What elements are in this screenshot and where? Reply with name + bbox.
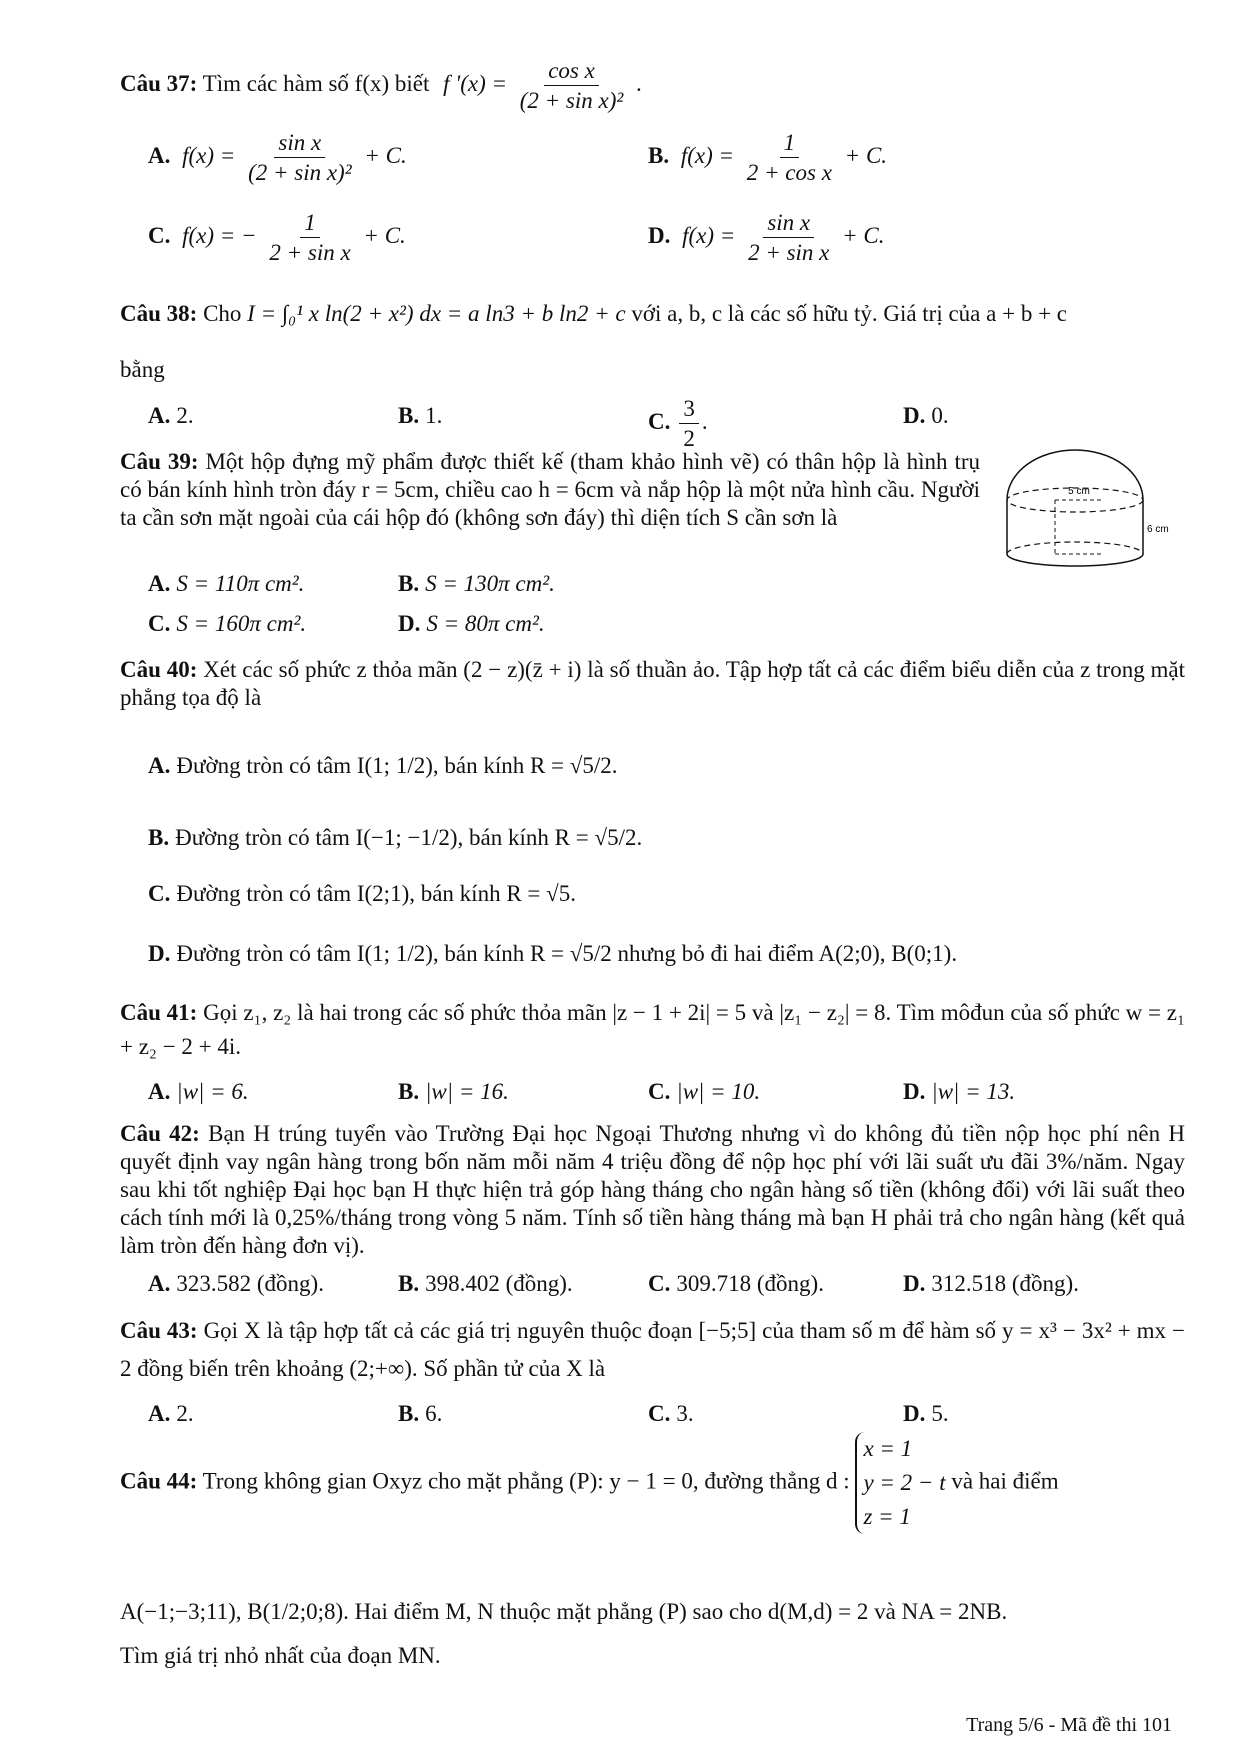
option-label: A. bbox=[148, 1271, 171, 1296]
fraction-denominator: 2 + sin x bbox=[269, 240, 351, 266]
given-lhs: f '(x) = bbox=[443, 71, 507, 97]
option-text: 6. bbox=[425, 1401, 443, 1426]
radius-label: 5 cm bbox=[1068, 486, 1090, 497]
option-label: A. bbox=[148, 403, 171, 428]
option-text: Đường tròn có tâm I(1; 1/2), bán kính R = √5/2 nhưng bỏ đi hai điểm A(2;0), B(0;1). bbox=[176, 941, 958, 966]
option-c[interactable] bbox=[148, 604, 306, 644]
option-label: B. bbox=[398, 1401, 420, 1426]
question-label: Câu 41: bbox=[120, 1000, 198, 1025]
fraction-numerator: cos x bbox=[544, 58, 599, 86]
fraction-denominator: 2 + sin x bbox=[748, 240, 830, 266]
options-row bbox=[148, 604, 1188, 644]
option-label: B. bbox=[398, 1271, 420, 1296]
question-text: Xét các số phức z thỏa mãn (2 − z)(z̄ + i) là số thuần ảo. Tập hợp tất cả các điểm biểu diễn của z trong mặt phẳng tọa độ là bbox=[120, 657, 1186, 710]
options-row bbox=[148, 564, 1188, 604]
option-b[interactable] bbox=[398, 1394, 442, 1434]
option-text: 323.582 (đồng). bbox=[176, 1271, 324, 1296]
question-label: Câu 42: bbox=[120, 1121, 200, 1146]
option-label: B. bbox=[648, 143, 670, 169]
option-text: Đường tròn có tâm I(2;1), bán kính R = √5. bbox=[176, 881, 577, 906]
fraction-numerator: 1 bbox=[780, 130, 800, 158]
option-d[interactable] bbox=[903, 396, 949, 436]
fraction-denominator: 2 bbox=[683, 426, 695, 452]
option-label: D. bbox=[398, 611, 421, 636]
option-label: C. bbox=[148, 611, 171, 636]
option-c[interactable] bbox=[148, 210, 406, 266]
question-41 bbox=[120, 996, 1185, 1064]
option-d[interactable] bbox=[398, 604, 545, 644]
options-row bbox=[148, 1264, 1188, 1304]
option-label: D. bbox=[903, 403, 926, 428]
option-d[interactable] bbox=[148, 926, 1188, 982]
option-fraction bbox=[265, 210, 354, 266]
option-label: A. bbox=[148, 143, 171, 169]
fraction-numerator: 1 bbox=[300, 210, 320, 238]
option-line bbox=[148, 874, 576, 914]
fraction-denominator: 2 + cos x bbox=[746, 160, 832, 186]
option-a[interactable] bbox=[148, 130, 407, 186]
option-text: 5. bbox=[931, 1401, 949, 1426]
option-b[interactable] bbox=[398, 564, 555, 604]
question-37: Câu 37: Tìm các hàm số f(x) biết f '(x) = $\frac{\text{cos x}}{\text{(2 + sin x)²}}$ . bbox=[120, 58, 642, 114]
cylinder-box-figure bbox=[995, 448, 1169, 576]
question-44-line2 bbox=[120, 1592, 1185, 1632]
option-b[interactable] bbox=[648, 130, 887, 186]
question-label: Câu 43: bbox=[120, 1318, 198, 1343]
question-label: Câu 40: bbox=[120, 657, 198, 682]
option-label: B. bbox=[398, 1079, 420, 1104]
question-39 bbox=[120, 448, 980, 532]
option-label: A. bbox=[148, 1401, 171, 1426]
options-row bbox=[148, 1072, 1188, 1112]
option-text: S = 110π cm². bbox=[176, 571, 305, 596]
question-44-line3 bbox=[120, 1642, 1185, 1670]
question-label: Câu 39: bbox=[120, 449, 199, 474]
option-tail: + C. bbox=[363, 223, 406, 249]
fraction-numerator: sin x bbox=[763, 210, 814, 238]
option-b[interactable] bbox=[398, 1264, 573, 1304]
option-label: D. bbox=[903, 1401, 926, 1426]
fraction-denominator: (2 + sin x)² bbox=[248, 160, 352, 186]
option-b[interactable] bbox=[398, 1072, 509, 1112]
question-text: Gọi z₁, z₂ là hai trong các số phức thỏa mãn |z − 1 + 2i| = 5 và |z₁ − z₂| = 8. Tìm môđun của số phức w = z₁ + z₂ − 2 + 4i. bbox=[120, 1000, 1186, 1059]
option-c[interactable] bbox=[648, 1264, 824, 1304]
option-tail: . bbox=[701, 409, 708, 435]
option-label: D. bbox=[903, 1079, 926, 1104]
option-label: B. bbox=[398, 403, 420, 428]
option-label: D. bbox=[903, 1271, 926, 1296]
option-d[interactable] bbox=[903, 1072, 1015, 1112]
option-label: C. bbox=[148, 881, 171, 906]
option-lhs: f(x) = bbox=[182, 143, 236, 169]
option-fraction bbox=[244, 130, 356, 186]
option-label: D. bbox=[648, 223, 671, 249]
option-lhs: f(x) = bbox=[682, 223, 736, 249]
option-d[interactable] bbox=[903, 1394, 949, 1434]
option-a[interactable] bbox=[148, 1394, 194, 1434]
option-a[interactable] bbox=[148, 738, 1188, 794]
option-line bbox=[148, 738, 618, 794]
option-label: C. bbox=[148, 223, 171, 249]
question-text: Tìm giá trị nhỏ nhất của đoạn MN. bbox=[120, 1643, 441, 1668]
option-text: S = 130π cm². bbox=[425, 571, 555, 596]
option-c[interactable] bbox=[648, 1394, 694, 1434]
option-text: |w| = 13. bbox=[931, 1079, 1016, 1104]
option-text: Đường tròn có tâm I(1; 1/2), bán kính R = √5/2. bbox=[176, 753, 618, 778]
option-text: 2. bbox=[176, 1401, 194, 1426]
option-label: A. bbox=[148, 1079, 171, 1104]
option-text: 2. bbox=[176, 403, 194, 428]
question-text: Gọi X là tập hợp tất cả các giá trị nguyên thuộc đoạn [−5;5] của tham số m để hàm số y = x³ − 3x² + mx − 2 đồng biến trên khoảng (2;+∞). Số phần tử của X là bbox=[120, 1318, 1186, 1381]
option-b[interactable] bbox=[398, 396, 442, 436]
option-line bbox=[148, 926, 957, 982]
option-label: B. bbox=[148, 825, 170, 850]
system-eq-x: x = 1 bbox=[863, 1436, 913, 1461]
option-text: |w| = 10. bbox=[676, 1079, 761, 1104]
option-label: C. bbox=[648, 1401, 671, 1426]
option-label: D. bbox=[148, 941, 171, 966]
option-tail: + C. bbox=[842, 223, 885, 249]
question-40 bbox=[120, 656, 1185, 712]
options-row bbox=[148, 130, 1188, 186]
option-text: 312.518 (đồng). bbox=[931, 1271, 1079, 1296]
option-text: Đường tròn có tâm I(−1; −1/2), bán kính R = √5/2. bbox=[175, 825, 643, 850]
option-text: 309.718 (đồng). bbox=[676, 1271, 824, 1296]
option-label: A. bbox=[148, 753, 171, 778]
fraction-numerator: sin x bbox=[274, 130, 325, 158]
option-label: C. bbox=[648, 1079, 671, 1104]
line-equation-system bbox=[855, 1432, 945, 1534]
question-38-end bbox=[120, 356, 1185, 384]
option-tail: + C. bbox=[844, 143, 888, 169]
option-text: 398.402 (đồng). bbox=[425, 1271, 573, 1296]
question-label: Câu 38: bbox=[120, 301, 198, 326]
fraction-denominator: (2 + sin x)² bbox=[519, 88, 624, 114]
question-label: Câu 44: bbox=[120, 1468, 198, 1494]
option-label: C. bbox=[648, 1271, 671, 1296]
question-stem-end: bằng bbox=[120, 357, 165, 382]
question-42 bbox=[120, 1120, 1185, 1260]
question-text: Bạn H trúng tuyển vào Trường Đại học Ngoại Thương nhưng vì do không đủ tiền nộp học phí nên H quyết định vay ngân hàng trong bốn năm mỗi năm 4 triệu đồng để nộp học phí với lãi suất ưu đãi 3%/năm. Ngay sau khi tốt nghiệp Đại học bạn H thực hiện trả góp hàng tháng cho ngân hàng số tiền (không đổi) với lãi suất theo cách tính mới là 0,25%/tháng trong vòng 5 năm. Tính số tiền hàng tháng mà bạn H phải trả cho ngân hàng (kết quả làm tròn đến hàng đơn vị). bbox=[120, 1121, 1185, 1258]
question-43 bbox=[120, 1312, 1185, 1388]
option-c[interactable] bbox=[148, 874, 1188, 914]
option-a[interactable] bbox=[148, 1072, 249, 1112]
option-fraction bbox=[679, 396, 699, 452]
option-fraction bbox=[744, 210, 833, 266]
question-stem: Cho bbox=[203, 301, 242, 326]
option-line bbox=[148, 810, 642, 866]
option-text: 1. bbox=[425, 403, 443, 428]
option-text: S = 80π cm². bbox=[426, 611, 545, 636]
integral-expression: I = ∫₀¹ x ln(2 + x²) dx = a ln3 + b ln2 + c bbox=[247, 301, 626, 326]
question-text-post: và hai điểm bbox=[951, 1468, 1059, 1494]
page-footer: Trang 5/6 - Mã đề thi 101 bbox=[966, 1714, 1172, 1736]
question-38 bbox=[120, 300, 1185, 328]
options-row bbox=[148, 1394, 1188, 1434]
options-row bbox=[148, 396, 1188, 452]
question-text-pre: Trong không gian Oxyz cho mặt phẳng (P): y − 1 = 0, đường thẳng d : bbox=[202, 1468, 850, 1494]
option-label: C. bbox=[648, 409, 671, 435]
system-eq-y: y = 2 − t bbox=[863, 1470, 946, 1495]
option-lhs: f(x) = − bbox=[182, 223, 257, 249]
option-label: B. bbox=[398, 571, 420, 596]
option-text: |w| = 6. bbox=[176, 1079, 249, 1104]
option-d[interactable] bbox=[903, 1264, 1079, 1304]
option-c[interactable] bbox=[648, 1072, 760, 1112]
option-text: 0. bbox=[931, 403, 949, 428]
option-label: A. bbox=[148, 571, 171, 596]
option-a[interactable] bbox=[148, 564, 304, 604]
height-label: 6 cm bbox=[1147, 524, 1169, 535]
bottom-back-arc bbox=[1007, 542, 1143, 554]
option-tail: + C. bbox=[364, 143, 407, 169]
option-a[interactable] bbox=[148, 1264, 324, 1304]
question-text: A(−1;−3;11), B(1/2;0;8). Hai điểm M, N thuộc mặt phẳng (P) sao cho d(M,d) = 2 và NA = 2NB. bbox=[120, 1599, 1008, 1624]
question-stem-cont: với a, b, c là các số hữu tỷ. Giá trị của a + b + c bbox=[631, 301, 1068, 326]
question-text: Một hộp đựng mỹ phẩm được thiết kế (tham khảo hình vẽ) có thân hộp là hình trụ có bán kính hình tròn đáy r = 5cm, chiều cao h = 6cm và nắp hộp là một nửa hình cầu. Người ta cần sơn mặt ngoài của cái hộp đó (không sơn đáy) thì diện tích S cần sơn là bbox=[120, 449, 980, 530]
option-lhs: f(x) = bbox=[680, 143, 735, 169]
question-label: Câu 37: bbox=[120, 71, 198, 97]
system-eq-z: z = 1 bbox=[863, 1504, 911, 1529]
option-b[interactable] bbox=[148, 810, 1188, 866]
fraction-numerator: 3 bbox=[679, 396, 699, 424]
option-fraction bbox=[743, 130, 836, 186]
option-text: S = 160π cm². bbox=[176, 611, 307, 636]
question-stem: Tìm các hàm số f(x) biết bbox=[202, 71, 430, 97]
option-d[interactable] bbox=[648, 210, 885, 266]
option-text: |w| = 16. bbox=[425, 1079, 509, 1104]
question-44 bbox=[120, 1432, 1185, 1534]
option-a[interactable] bbox=[148, 396, 194, 436]
option-c[interactable] bbox=[648, 396, 708, 452]
given-fraction bbox=[516, 58, 628, 114]
option-text: 3. bbox=[676, 1401, 694, 1426]
options-row bbox=[148, 210, 1188, 266]
